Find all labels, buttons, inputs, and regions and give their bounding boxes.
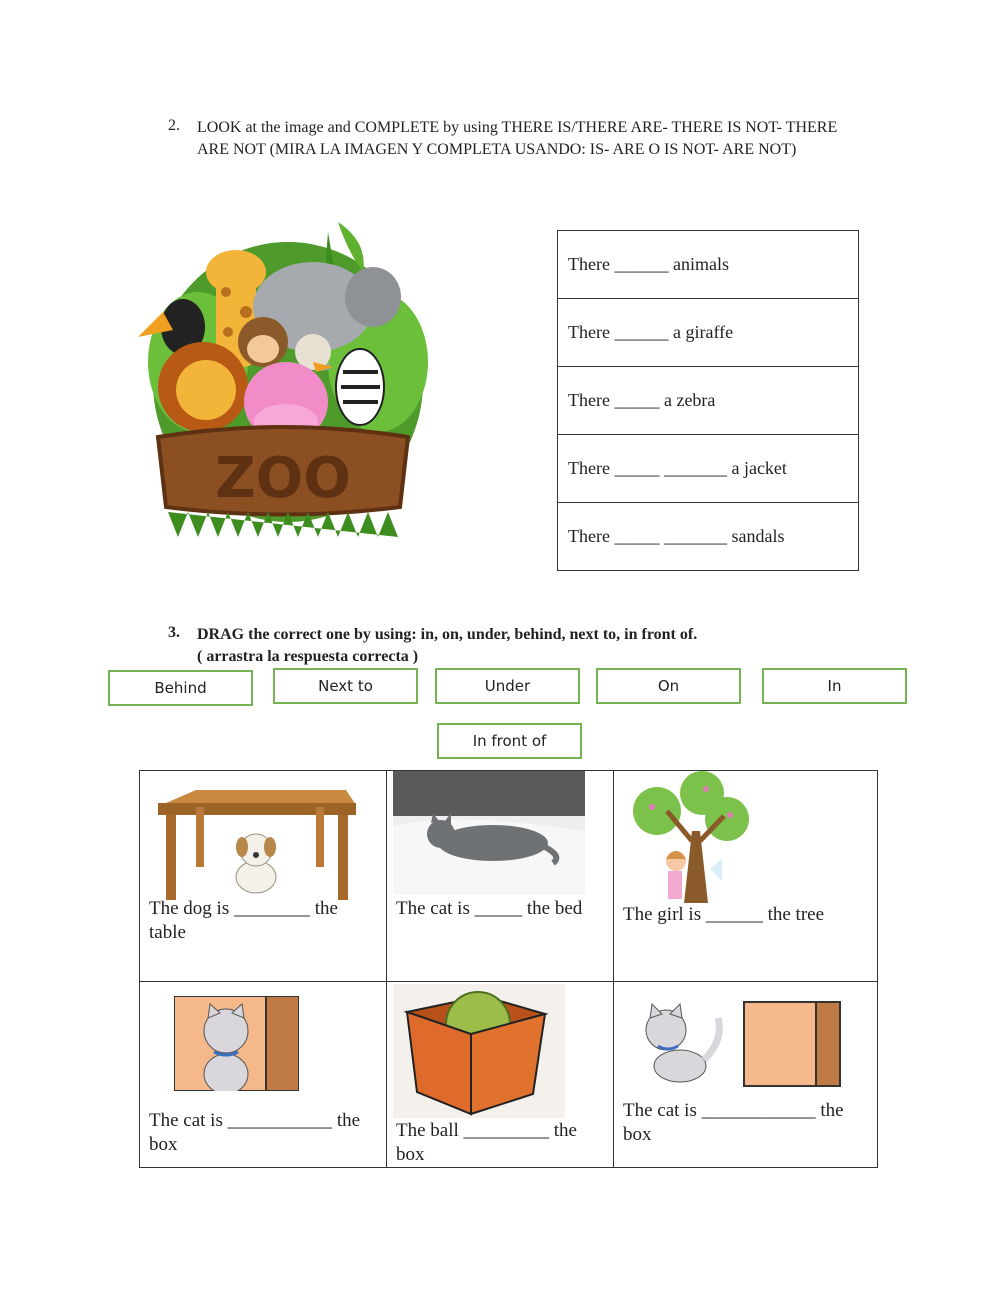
table-row [558,503,859,571]
table-row [558,231,859,299]
table-row [558,435,859,503]
fill-in-table [557,230,859,571]
option-in-front-of[interactable]: In front of [437,723,582,759]
sentence-girl[interactable]: The girl is ______ the tree [623,904,825,925]
sentence-jacket[interactable]: There _____ _______ a jacket [558,435,859,503]
option-next-to[interactable]: Next to [273,668,418,704]
instruction-line-2: ( arrastra la respuesta correcta ) [197,648,419,665]
sentence-animals[interactable]: There ______ animals [558,231,859,299]
question-3-instruction [197,624,697,668]
option-behind[interactable]: Behind [108,670,253,706]
dog-under-table-image [156,785,356,900]
option-under[interactable]: Under [435,668,580,704]
cell-cat-next-to-box [614,982,878,1168]
zoo-sign-text: ZOO [215,446,351,511]
cat-in-box-image [174,996,299,1091]
sentence-dog[interactable]: The dog is ________ the table [149,898,338,943]
girl-behind-tree-image [622,771,758,903]
sentence-sandals[interactable]: There _____ _______ sandals [568,526,785,546]
cell-girl-tree [614,771,878,982]
cat-next-to-box-image [638,1000,842,1090]
sentence-giraffe[interactable]: There ______ a giraffe [558,299,859,367]
zoo-animals-illustration [138,212,428,542]
ball-in-box-image [393,984,565,1118]
sentence-cat-bed[interactable]: The cat is _____ the bed [396,898,583,919]
question-2-instruction: LOOK at the image and COMPLETE by using THERE IS/THERE ARE- THERE IS NOT- THERE ARE NOT (MIRA LA IMAGEN Y COMPLETA USANDO: IS- ARE O IS NOT- ARE NOT) [197,119,838,158]
sentence-cat-box-1[interactable]: The cat is ___________ the box [149,1110,361,1155]
preposition-grid [139,770,878,1168]
table-row [558,367,859,435]
question-3-number: 3. [168,624,180,641]
sentence-ball[interactable]: The ball _________ the box [396,1120,577,1165]
sentence-zebra[interactable]: There _____ a zebra [558,367,859,435]
instruction-line-1: DRAG the correct one by using: in, on, under, behind, next to, in front of. [197,626,698,643]
question-2-number: 2. [168,117,180,134]
cell-ball-box [387,982,614,1168]
cell-cat-in-box [140,982,387,1168]
sentence-cat-box-2[interactable]: The cat is ____________ the box [623,1100,844,1145]
table-row [558,299,859,367]
option-on[interactable]: On [596,668,741,704]
cell-dog-table [140,771,387,982]
cell-cat-bed [387,771,614,982]
cat-on-bed-image [393,771,585,895]
option-in[interactable]: In [762,668,907,704]
